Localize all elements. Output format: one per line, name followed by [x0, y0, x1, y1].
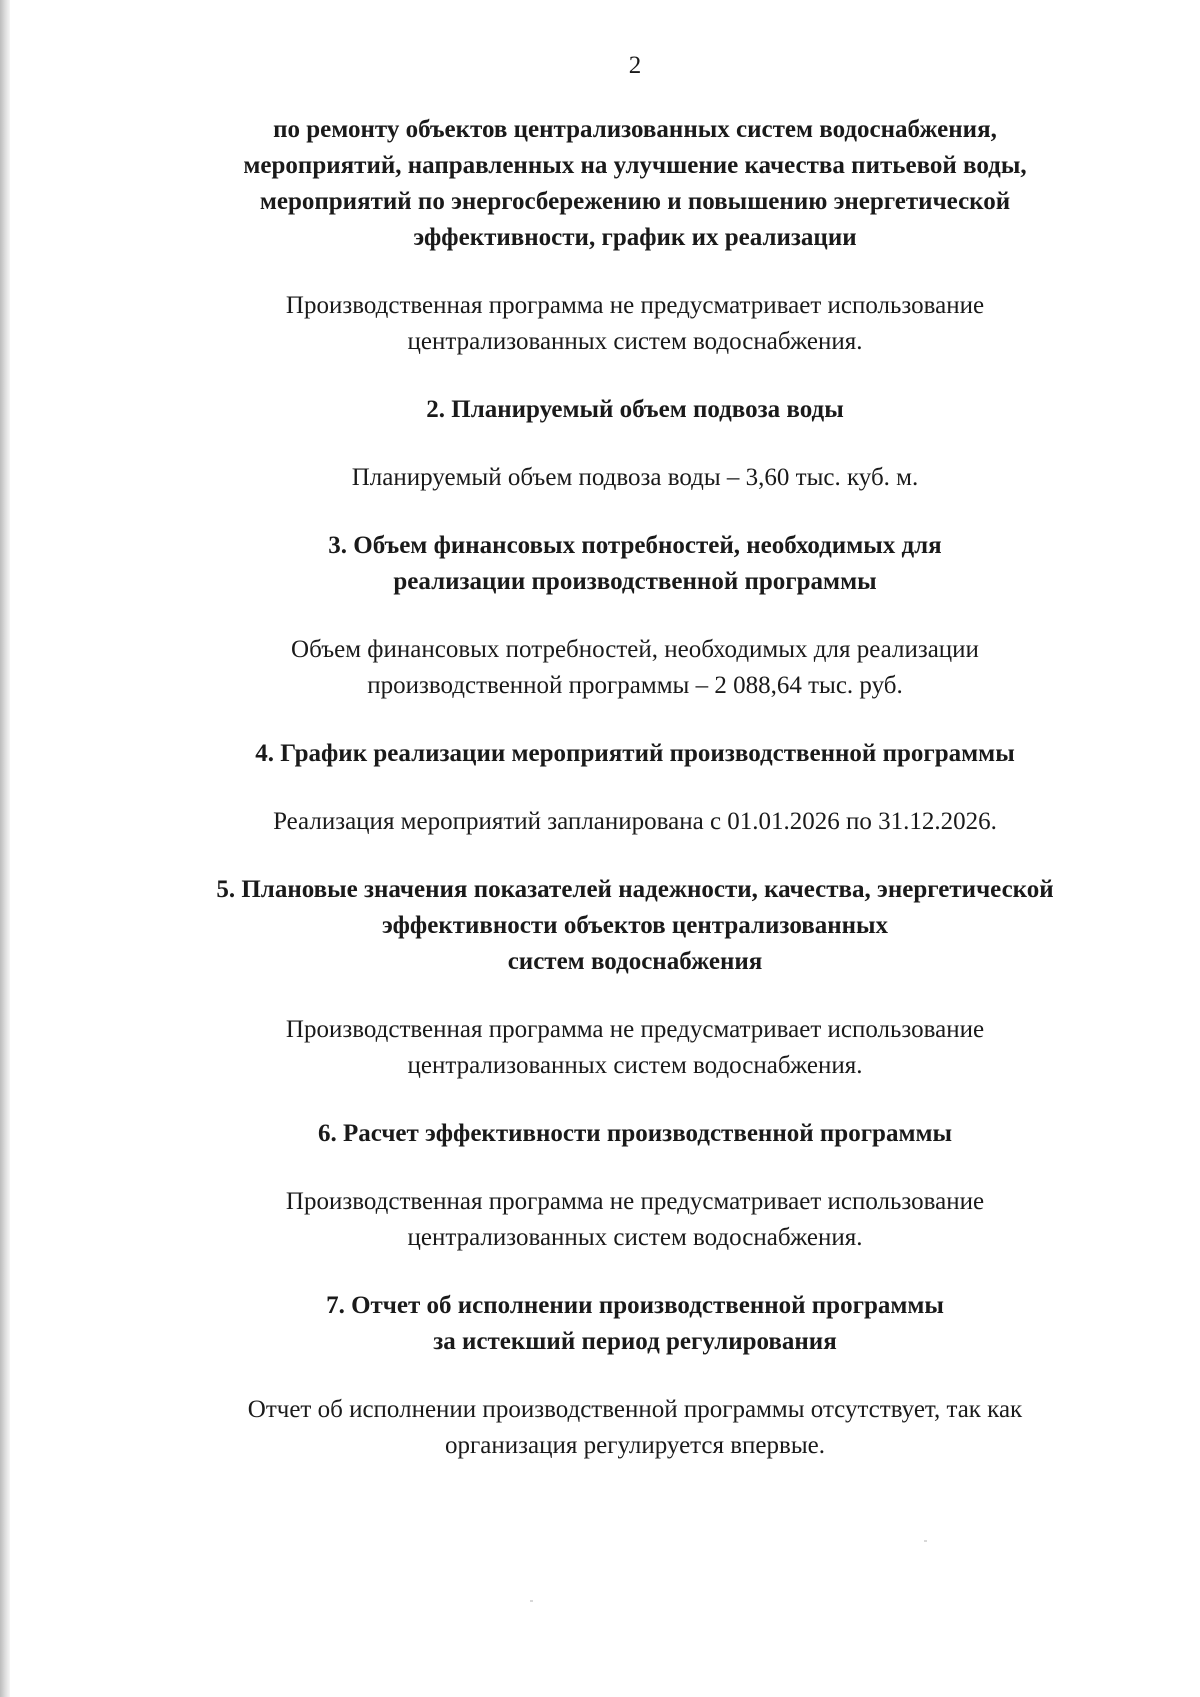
heading-line: 4. График реализации мероприятий производственной программы	[255, 740, 1015, 767]
section-6-heading	[150, 1116, 1120, 1152]
paragraph-line: организация регулируется впервые.	[445, 1432, 825, 1459]
heading-line: 3. Объем финансовых потребностей, необходимых для	[328, 532, 942, 559]
heading-line: эффективности, график их реализации	[413, 224, 857, 251]
section-5-paragraph	[150, 1012, 1120, 1084]
heading-line: 2. Планируемый объем подвоза воды	[426, 396, 844, 423]
scan-speck	[924, 1540, 927, 1542]
heading-line: 7. Отчет об исполнении производственной программы	[326, 1292, 944, 1319]
section-2-paragraph	[150, 460, 1120, 496]
paragraph-line: централизованных систем водоснабжения.	[407, 1224, 863, 1251]
paragraph-line: централизованных систем водоснабжения.	[407, 328, 863, 355]
section-2-heading	[150, 392, 1120, 428]
heading-line: мероприятий по энергосбережению и повышению энергетической	[259, 188, 1011, 215]
paragraph-line: Объем финансовых потребностей, необходимых для реализации	[291, 636, 979, 663]
paragraph-line: централизованных систем водоснабжения.	[407, 1052, 863, 1079]
section-5-heading	[150, 872, 1120, 980]
paragraph-line: производственной программы – 2 088,64 тыс. руб.	[367, 672, 903, 699]
heading-line: 5. Плановые значения показателей надежности, качества, энергетической	[216, 876, 1054, 903]
document-body	[150, 112, 1120, 1464]
paragraph-line: Отчет об исполнении производственной программы отсутствует, так как	[247, 1396, 1023, 1423]
scan-speck	[530, 1600, 533, 1602]
paragraph-line: Планируемый объем подвоза воды – 3,60 тыс. куб. м.	[351, 464, 919, 491]
section-1-heading-continuation	[150, 112, 1120, 256]
page-number: 2	[628, 52, 642, 79]
heading-line: систем водоснабжения	[507, 948, 763, 975]
paragraph-line: Производственная программа не предусматривает использование	[285, 292, 985, 319]
heading-line: по ремонту объектов централизованных систем водоснабжения,	[273, 116, 997, 143]
paragraph-line: Производственная программа не предусматривает использование	[285, 1016, 985, 1043]
heading-line: за истекший период регулирования	[433, 1328, 837, 1355]
heading-line: эффективности объектов централизованных	[381, 912, 889, 939]
section-4-heading	[150, 736, 1120, 772]
section-3-paragraph	[150, 632, 1120, 704]
section-3-heading	[150, 528, 1120, 600]
paragraph-line: Реализация мероприятий запланирована с 01.01.2026 по 31.12.2026.	[273, 808, 997, 835]
section-7-paragraph	[150, 1392, 1120, 1464]
heading-line: реализации производственной программы	[393, 568, 877, 595]
section-6-paragraph	[150, 1184, 1120, 1256]
section-1-paragraph	[150, 288, 1120, 360]
section-4-paragraph	[150, 804, 1120, 840]
heading-line: 6. Расчет эффективности производственной программы	[317, 1120, 953, 1147]
paragraph-line: Производственная программа не предусматривает использование	[285, 1188, 985, 1215]
section-7-heading	[150, 1288, 1120, 1360]
heading-line: мероприятий, направленных на улучшение качества питьевой воды,	[243, 152, 1027, 179]
